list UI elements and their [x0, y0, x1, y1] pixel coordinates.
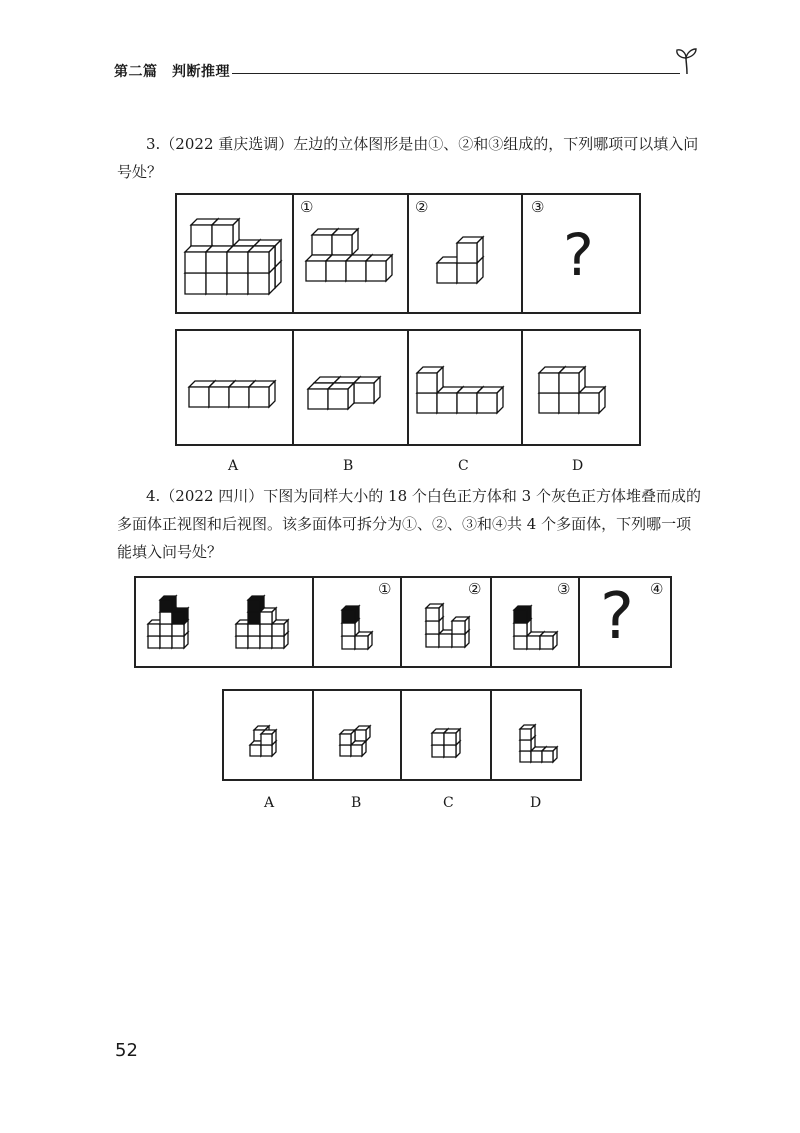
question-mark: ?	[563, 221, 594, 289]
cube	[366, 255, 392, 281]
cube	[332, 229, 358, 255]
header-divider	[232, 73, 680, 74]
piece-label: ②	[468, 580, 482, 598]
q3-options-panel	[175, 329, 641, 446]
q4-option-d-figure[interactable]	[492, 691, 580, 779]
question-4-text: 4.（2022 四川）下图为同样大小的 18 个白色正方体和 3 个灰色正方体堆叠而成的多面体正视图和后视图。该多面体可拆分为①、②、③和④共 4 个多面体，下列哪一项能填入问号处？	[117, 487, 701, 561]
q4-option-a-label[interactable]: A	[264, 795, 275, 811]
cube	[249, 381, 275, 407]
cube	[540, 632, 557, 649]
q4-piece-1	[314, 578, 402, 666]
cube	[452, 617, 469, 634]
q4-options-panel	[222, 689, 582, 781]
question-mark: ?	[600, 580, 634, 654]
q4-option-b-label[interactable]: B	[351, 795, 362, 811]
cube	[477, 387, 503, 413]
cube	[354, 377, 380, 403]
q3-option-c-label[interactable]: C	[458, 458, 469, 474]
cube	[559, 367, 585, 393]
cube	[342, 606, 359, 623]
q3-option-d-figure[interactable]	[523, 331, 639, 444]
q4-option-a-figure[interactable]	[224, 691, 314, 779]
cube	[248, 596, 264, 612]
cube	[426, 604, 443, 621]
q4-option-c-figure[interactable]	[402, 691, 492, 779]
q4-piece-4-unknown	[580, 578, 670, 666]
cube	[328, 383, 354, 409]
q3-option-d-label[interactable]: D	[572, 458, 584, 474]
cube	[212, 219, 239, 246]
q3-option-b-label[interactable]: B	[343, 458, 354, 474]
piece-label: ③	[557, 580, 571, 598]
sprout-icon	[674, 46, 700, 76]
cube	[457, 237, 483, 263]
cube	[542, 747, 557, 762]
piece-label: ①	[378, 580, 392, 598]
q4-piece-2	[402, 578, 492, 666]
page-number: 52	[115, 1040, 138, 1061]
q3-given-panel	[175, 193, 641, 314]
cube	[340, 730, 355, 745]
q3-option-c-figure[interactable]	[409, 331, 523, 444]
q3-option-b-figure[interactable]	[294, 331, 409, 444]
cube	[520, 725, 535, 740]
piece-label: ②	[415, 198, 429, 216]
cube	[355, 632, 372, 649]
q3-piece-1	[294, 195, 409, 312]
q3-piece-3-unknown	[523, 195, 639, 312]
piece-label: ①	[300, 198, 314, 216]
q4-given-panel	[134, 576, 672, 668]
q3-option-a-figure[interactable]	[177, 331, 294, 444]
cube	[417, 367, 443, 393]
piece-label: ④	[650, 580, 664, 598]
q3-piece-2	[409, 195, 523, 312]
cube	[579, 387, 605, 413]
piece-label: ③	[531, 198, 545, 216]
q4-option-d-label[interactable]: D	[530, 795, 542, 811]
q4-piece-3	[492, 578, 580, 666]
cube	[261, 730, 276, 745]
cube	[248, 246, 275, 273]
q3-composite-figure	[177, 195, 294, 312]
section-header: 第二篇 判断推理	[114, 64, 230, 80]
q3-option-a-label[interactable]: A	[228, 458, 239, 474]
cube	[514, 606, 531, 623]
q4-option-c-label[interactable]: C	[443, 795, 454, 811]
question-3-text: 3.（2022 重庆选调）左边的立体图形是由①、②和③组成的，下列哪项可以填入问号处？	[117, 135, 699, 181]
q4-option-b-figure[interactable]	[314, 691, 402, 779]
cube	[160, 596, 176, 612]
cube	[355, 726, 370, 741]
q4-front-back-views	[136, 578, 314, 666]
cube	[444, 729, 460, 745]
